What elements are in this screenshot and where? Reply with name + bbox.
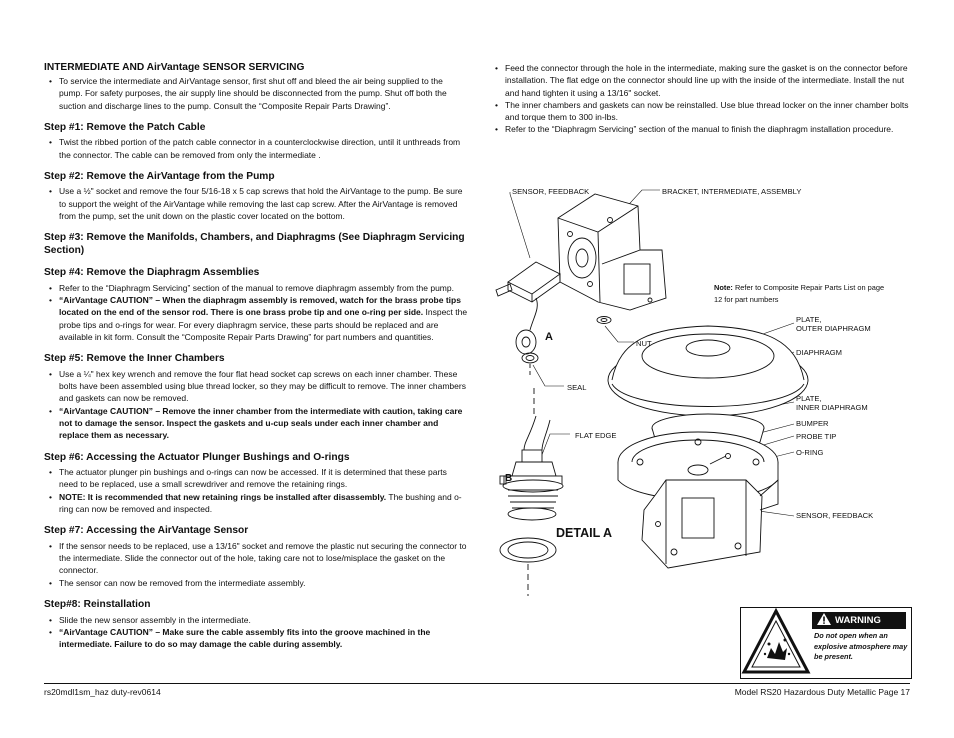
section-title: INTERMEDIATE AND AirVantage SENSOR SERVICING bbox=[44, 62, 305, 73]
footer-doc-id: rs20mdl1sm_haz duty-rev0614 bbox=[44, 687, 161, 697]
warning-header bbox=[812, 612, 906, 629]
step-6 bbox=[44, 452, 468, 516]
note-text: Refer to Composite Repair Parts List on page 12 for part numbers bbox=[714, 283, 885, 304]
label-diaphragm: DIAPHRAGM bbox=[796, 348, 842, 357]
step-7 bbox=[44, 525, 468, 589]
label-flat-edge: FLAT EDGE bbox=[575, 431, 617, 440]
label-plate-inner: PLATE, INNER DIAPHRAGM bbox=[796, 394, 868, 412]
step-4-list bbox=[44, 282, 468, 343]
reinstall-bullet-2: • The inner chambers and gaskets can now be reinstalled. Use blue thread locker on the inner chamber bolts and torque them to 300 in-lbs. bbox=[505, 99, 910, 124]
step-8-bullet-2 bbox=[59, 626, 468, 651]
step-4-heading: Step #4: Remove the Diaphragm Assemblies bbox=[44, 267, 260, 279]
label-o-ring: O-RING bbox=[796, 448, 824, 457]
step-2-bullet-1: • Use a ½" socket and remove the four 5/16-18 x 5 cap screws that hold the AirVantage to the pump. Be sure to support the weight of the AirVantage while removing the last cap screw. After the AirVantage is removed from the pump, set the unit down on the plastic cover located on the bottom. bbox=[59, 185, 468, 222]
step-6-heading: Step #6: Accessing the Actuator Plunger Bushings and O-rings bbox=[44, 451, 350, 463]
explosion-hazard-icon bbox=[741, 608, 811, 676]
label-sensor-feedback-bottom: SENSOR, FEEDBACK bbox=[796, 511, 874, 520]
caution-text: “AirVantage CAUTION” – Make sure the cable assembly fits into the groove machined in the intermediate. Failure to do so may damage the cable during assembly. bbox=[59, 626, 431, 650]
step-3-heading: Step #3: Remove the Manifolds, Chambers, and Diaphragms (See Diaphragm Servicing Section) bbox=[44, 232, 465, 256]
detail-a-title: DETAIL A bbox=[556, 526, 613, 540]
step-8-list bbox=[44, 614, 468, 651]
step-7-list bbox=[44, 540, 468, 589]
step-6-bullet-2 bbox=[59, 491, 468, 516]
step-5-heading: Step #5: Remove the Inner Chambers bbox=[44, 353, 225, 365]
step-5-bullet-1: • Use a ¼" hex key wrench and remove the four flat head socket cap screws on each inner chamber. These bolts have been assembled using blue thread locker, so they may be difficult to remove. The inner chambers and gaskets can now be removed. bbox=[59, 368, 468, 405]
step-1 bbox=[44, 122, 468, 161]
intermediate-bracket bbox=[558, 194, 666, 324]
step-6-list bbox=[44, 466, 468, 515]
warning-icon bbox=[817, 613, 831, 625]
detail-a-connector bbox=[500, 388, 563, 596]
label-bracket: BRACKET, INTERMEDIATE, ASSEMBLY bbox=[662, 187, 802, 196]
reinstall-bullet-1: • Feed the connector through the hole in the intermediate, making sure the gasket is on the connector before installation. The flat edge on the connector should line up with the inside of the intermediate. Install the nut and hand tighten it using a 13/16" socket. bbox=[505, 62, 910, 99]
footer-divider bbox=[44, 683, 910, 684]
step-5-list bbox=[44, 368, 468, 442]
step-4 bbox=[44, 267, 468, 343]
label-seal: SEAL bbox=[567, 383, 587, 392]
diaphragm-stack bbox=[608, 326, 808, 568]
note-rest: The bushing and o-ring can now be removed and inspected. bbox=[59, 491, 462, 515]
step-5 bbox=[44, 353, 468, 441]
caution-rest: Inspect the probe tips and o-rings for wear. For every diaphragm service, these parts should be replaced and are available in kit form. Consult the “Composite Repair Parts Drawing” for part numbers and quantities. bbox=[59, 307, 468, 343]
step-8 bbox=[44, 599, 468, 650]
footer-page-number: Model RS20 Hazardous Duty Metallic Page 17 bbox=[734, 687, 910, 697]
left-column bbox=[44, 62, 468, 660]
callout-a: A bbox=[545, 331, 553, 343]
diagram-note bbox=[714, 282, 892, 306]
right-column bbox=[490, 62, 910, 136]
step-1-list bbox=[44, 136, 468, 161]
caution-text: “AirVantage CAUTION” – Remove the inner chamber from the intermediate with caution, taking care not to damage the sensor. Inspect the gaskets and u-cup seals under each inner chamber and replace them as necessary. bbox=[59, 405, 463, 441]
step-1-bullet-1: • Twist the ribbed portion of the patch cable connector in a counterclockwise direction, until it unthreads from the connector. The cable can be removed from only the intermediate . bbox=[59, 136, 468, 161]
step-8-bullet-1: • Slide the new sensor assembly in the intermediate. bbox=[59, 614, 468, 626]
detail-a-parts bbox=[516, 330, 538, 376]
reinstall-list bbox=[490, 62, 910, 136]
warning-text: Do not open when an explosive atmosphere may be present. bbox=[814, 631, 908, 661]
step-1-heading: Step #1: Remove the Patch Cable bbox=[44, 121, 206, 133]
label-nut: NUT bbox=[636, 339, 652, 348]
step-7-heading: Step #7: Accessing the AirVantage Sensor bbox=[44, 525, 249, 537]
intro-list bbox=[44, 75, 468, 112]
step-7-bullet-1: • If the sensor needs to be replaced, use a 13/16" socket and remove the plastic nut securing the connector to the intermediate. Slide the connector out of the hole, taking care not to lose/misplace the gasket on the connector. bbox=[59, 540, 468, 577]
step-6-bullet-1: • The actuator plunger pin bushings and o-rings can now be accessed. If it is determined that these parts need to be replaced, use a small screwdriver and remove the retaining rings. bbox=[59, 466, 468, 491]
step-2-heading: Step #2: Remove the AirVantage from the Pump bbox=[44, 170, 275, 182]
step-4-bullet-2 bbox=[59, 294, 468, 343]
label-probe-tip: PROBE TIP bbox=[796, 432, 837, 441]
label-plate-outer: PLATE, OUTER DIAPHRAGM bbox=[796, 315, 871, 333]
note-label: Note: bbox=[714, 283, 733, 292]
step-8-heading: Step#8: Reinstallation bbox=[44, 599, 151, 611]
step-2 bbox=[44, 171, 468, 222]
section-intro bbox=[44, 62, 468, 112]
step-2-list bbox=[44, 185, 468, 222]
caution-text: “AirVantage CAUTION” – When the diaphragm assembly is removed, watch for the brass probe tips located on the end of the sensor rod. There is one brass probe tip and one o-ring per side. bbox=[59, 295, 461, 318]
step-5-bullet-2 bbox=[59, 405, 468, 442]
step-4-bullet-1: • Refer to the “Diaphragm Servicing” section of the manual to remove diaphragm assembly from the pump. bbox=[59, 282, 468, 294]
exploded-diagram bbox=[490, 180, 910, 600]
warning-title: WARNING bbox=[835, 615, 881, 626]
sensor-feedback-top bbox=[496, 262, 560, 330]
note-text: NOTE: It is recommended that new retaining rings be installed after disassembly. bbox=[59, 491, 387, 502]
label-bumper: BUMPER bbox=[796, 419, 829, 428]
step-3 bbox=[44, 232, 468, 257]
intro-bullet: • To service the intermediate and AirVantage sensor, first shut off and bleed the air being supplied to the pump. For safety purposes, the air supply line should be disconnected from the pump. Shut off both the suction and discharge lines to the pump. Consult the “Composite Repair Parts Drawing”. bbox=[59, 75, 468, 112]
reinstall-bullet-3: • Refer to the “Diaphragm Servicing” section of the manual to finish the diaphragm installation procedure. bbox=[505, 123, 910, 135]
callout-b: B bbox=[505, 473, 513, 484]
step-7-bullet-2: • The sensor can now be removed from the intermediate assembly. bbox=[59, 577, 468, 589]
label-sensor-feedback-top: SENSOR, FEEDBACK bbox=[512, 187, 590, 196]
